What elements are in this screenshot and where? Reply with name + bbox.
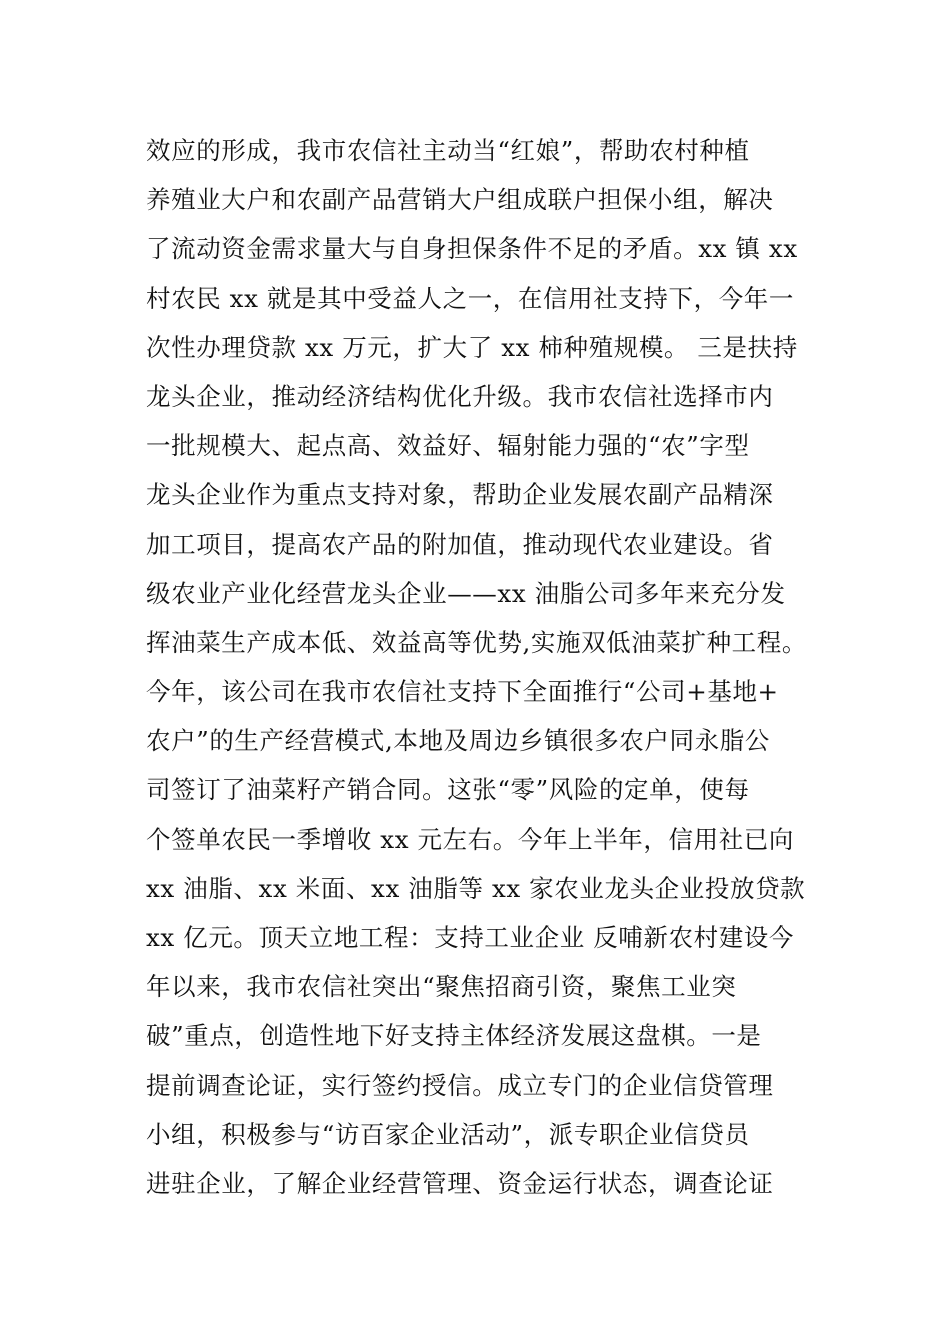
text-line: 年以来，我市农信社突出“聚焦招商引资，聚焦工业突 (146, 972, 737, 1002)
text-line: 一批规模大、起点高、效益好、辐射能力强的“农”字型 (146, 431, 750, 461)
text-line: 龙头企业，推动经济结构优化升级。我市农信社选择市内 (146, 381, 774, 411)
text-line: 级农业产业化经营龙头企业——xx 油脂公司多年来充分发 (146, 578, 786, 608)
text-line: 破”重点，创造性地下好支持主体经济发展这盘棋。一是 (146, 1021, 762, 1051)
text-line: 村农民 xx 就是其中受益人之一，在信用社支持下，今年一 (146, 283, 795, 313)
text-line: 次性办理贷款 xx 万元，扩大了 xx 柿种殖规模。 三是扶持 (146, 332, 798, 362)
text-line: 个签单农民一季增收 xx 元左右。今年上半年，信用社已向 (146, 824, 795, 854)
text-line: 司签订了油菜籽产销合同。这张“零”风险的定单，使每 (146, 775, 750, 805)
text-line: 挥油菜生产成本低、效益高等优势,实施双低油菜扩种工程。 (146, 627, 807, 657)
text-line: 养殖业大户和农副产品营销大户组成联户担保小组，解决 (146, 185, 774, 215)
body-text (146, 126, 826, 1208)
text-line: xx 油脂、xx 米面、xx 油脂等 xx 家农业龙头企业投放贷款 (146, 873, 806, 903)
text-line: xx 亿元。顶天立地工程：支持工业企业 反哺新农村建设今 (146, 923, 795, 952)
text-line: 提前调查论证，实行签约授信。成立专门的企业信贷管理 (146, 1070, 774, 1100)
text-line: 加工项目，提高农产品的附加值，推动现代农业建设。省 (146, 529, 774, 559)
text-line: 进驻企业，了解企业经营管理、资金运行状态，调查论证 (146, 1168, 774, 1198)
text-line: 今年，该公司在我市农信社支持下全面推行“公司+基地+ (146, 677, 779, 707)
text-line: 效应的形成，我市农信社主动当“红娘”，帮助农村种植 (146, 136, 750, 165)
text-line: 小组，积极参与“访百家企业活动”，派专职企业信贷员 (146, 1119, 750, 1149)
text-line: 龙头企业作为重点支持对象，帮助企业发展农副产品精深 (146, 480, 774, 510)
text-line: 农户”的生产经营模式,本地及周边乡镇很多农户同永脂公 (146, 726, 770, 756)
text-line: 了流动资金需求量大与自身担保条件不足的矛盾。xx 镇 xx (146, 234, 798, 264)
